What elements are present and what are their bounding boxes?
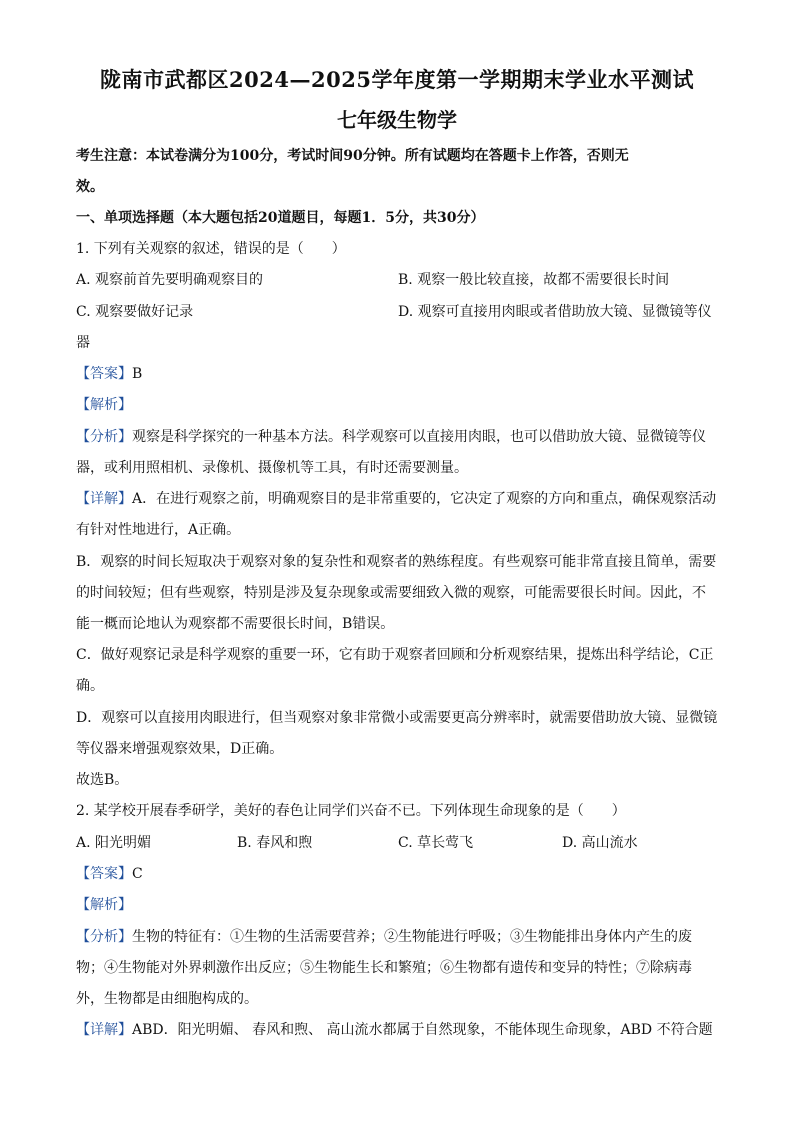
- question-1-option-b: B. 观察一般比较直接，故都不需要很长时间: [398, 272, 670, 288]
- question-1-fenxi-2: 器，或利用照相机、录像机、摄像机等工具，有时还需要测量。: [76, 460, 468, 476]
- question-1-option-c: C. 观察要做好记录: [76, 304, 194, 320]
- question-2-option-c: C. 草长莺飞: [398, 835, 474, 851]
- xiangjie-tag: 【详解】: [76, 491, 132, 507]
- fenxi-tag: 【分析】: [76, 929, 132, 945]
- question-1-xiangjie-b2: 的时间较短；但有些观察，特别是涉及复杂现象或需要细致入微的观察，可能需要很长时间。因此，不: [76, 585, 706, 601]
- answer-tag: 【答案】: [76, 366, 132, 382]
- xiangjie-text: ABD．阳光明媚、 春风和煦、 高山流水都属于自然现象，不能体现生命现象，ABD 不符合题: [132, 1022, 713, 1038]
- question-1-xiangjie-d1: D．观察可以直接用肉眼进行，但当观察对象非常微小或需要更高分辨率时，就需要借助放大镜、显微镜: [76, 710, 718, 726]
- question-1-options-row-1: [76, 270, 718, 290]
- question-1-xiangjie-a1: [76, 489, 718, 509]
- xiangjie-tag: 【详解】: [76, 1022, 132, 1038]
- answer-value: B: [132, 366, 143, 382]
- answer-value: C: [132, 866, 143, 882]
- question-1-option-d-cont: 器: [76, 335, 90, 351]
- question-1-xiangjie-c2: 确。: [76, 678, 104, 694]
- question-1-option-d: D. 观察可直接用肉眼或者借助放大镜、显微镜等仪: [398, 304, 712, 320]
- question-1-stem: 1. 下列有关观察的叙述，错误的是（ ）: [76, 241, 346, 257]
- question-1-xiangjie-c1: C．做好观察记录是科学观察的重要一环，它有助于观察者回顾和分析观察结果，提炼出科学结论，C正: [76, 647, 714, 663]
- notice-line-2: 效。: [76, 179, 104, 195]
- notice-line-1: 考生注意：本试卷满分为100分，考试时间90分钟。所有试题均在答题卡上作答，否则无: [76, 148, 629, 164]
- exam-subtitle: 七年级生物学: [337, 108, 457, 132]
- question-2-option-b: B. 春风和煦: [237, 835, 313, 851]
- question-2-stem: 2. 某学校开展春季研学，美好的春色让同学们兴奋不已。下列体现生命现象的是（ ）: [76, 803, 626, 819]
- answer-tag: 【答案】: [76, 866, 132, 882]
- exam-title: 陇南市武都区2024—2025学年度第一学期期末学业水平测试: [100, 67, 694, 92]
- question-1-fenxi-1: [76, 427, 718, 447]
- question-1-xiangjie-d2: 等仪器来增强观察效果，D正确。: [76, 741, 284, 757]
- question-2-option-d: D. 高山流水: [562, 835, 638, 851]
- question-1-option-a: A. 观察前首先要明确观察目的: [76, 272, 264, 288]
- question-1-xiangjie-b3: 能一概而论地认为观察都不需要很长时间，B错误。: [76, 616, 395, 632]
- question-2-xiangjie-1: [76, 1020, 718, 1040]
- question-1-xiangjie-b1: B．观察的时间长短取决于观察对象的复杂性和观察者的熟练程度。有些观察可能非常直接且简单，需要: [76, 554, 717, 570]
- question-2-analysis-tag: 【解析】: [76, 897, 132, 913]
- question-2-fenxi-1: [76, 927, 718, 947]
- question-2-fenxi-3: 外，生物都是由细胞构成的。: [76, 991, 258, 1007]
- section-heading: 一、单项选择题（本大题包括20道题目，每题1．5分，共30分）: [76, 210, 485, 226]
- question-1-options-row-2: [76, 302, 718, 322]
- question-1-analysis-tag: 【解析】: [76, 397, 132, 413]
- fenxi-text: 观察是科学探究的一种基本方法。科学观察可以直接用肉眼，也可以借助放大镜、显微镜等仪: [132, 429, 706, 445]
- fenxi-tag: 【分析】: [76, 429, 132, 445]
- question-1-xiangjie-a2: 有针对性地进行，A正确。: [76, 522, 241, 538]
- question-2-fenxi-2: 物；④生物能对外界刺激作出反应；⑤生物能生长和繁殖；⑥生物都有遗传和变异的特性；⑦除病毒: [76, 960, 692, 976]
- question-1-answer: [76, 364, 718, 384]
- question-2-option-a: A. 阳光明媚: [76, 835, 152, 851]
- question-1-conclusion: 故选B。: [76, 772, 129, 788]
- xiangjie-text: A．在进行观察之前，明确观察目的是非常重要的，它决定了观察的方向和重点，确保观察活动: [132, 491, 717, 507]
- fenxi-text: 生物的特征有：①生物的生活需要营养；②生物能进行呼吸；③生物能排出身体内产生的废: [132, 929, 692, 945]
- question-2-answer: [76, 864, 718, 884]
